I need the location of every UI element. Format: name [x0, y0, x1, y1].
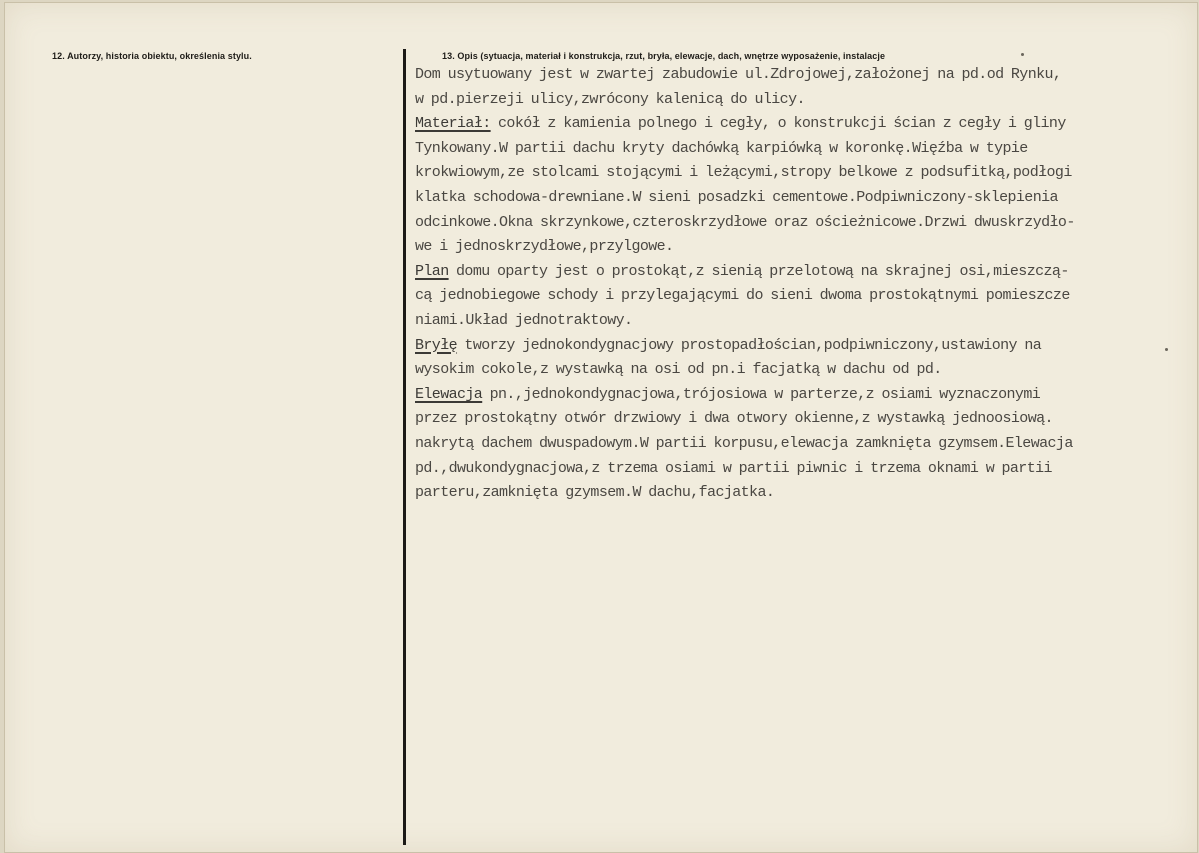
section-label: Materiał: — [415, 115, 491, 133]
line-text: cokół z kamienia polnego i cegły, o konstrukcji ścian z cegły i gliny — [490, 115, 1066, 133]
column-divider — [403, 49, 406, 845]
line-text: cą jednobiegowe schody i przylegającymi do sieni dwoma prostokątnymi pomieszcze — [415, 287, 1070, 305]
line-text: niami.Układ jednotraktowy. — [415, 311, 633, 329]
description-line — [415, 235, 1199, 260]
description-line — [415, 432, 1199, 457]
description-line — [415, 383, 1199, 408]
section-label: Elewacja — [415, 385, 483, 403]
form-sheet — [4, 2, 1198, 853]
line-text: nakrytą dachem dwuspadowym.W partii korpusu,elewacja zamknięta gzymsem.Elewacja — [415, 434, 1073, 452]
line-text: Dom usytuowany jest w zwartej zabudowie ul.Zdrojowej,założonej na pd.od Rynku, — [415, 66, 1062, 83]
description-line — [415, 63, 1199, 88]
description-line — [415, 112, 1199, 137]
line-text: krokwiowym,ze stolcami stojącymi i leżącymi,stropy belkowe z podsufitką,podłogi — [415, 164, 1072, 182]
description-line — [415, 260, 1199, 285]
line-text: wysokim cokole,z wystawką na osi od pn.i facjatką w dachu od pd. — [415, 361, 942, 379]
line-text: pn.,jednokondygnacjowa,trójosiowa w parterze,z osiami wyznaczonymi — [482, 385, 1041, 403]
line-text: klatka schodowa-drewniane.W sieni posadzki cementowe.Podpiwniczony-sklepienia — [415, 188, 1058, 206]
description-line — [415, 161, 1199, 186]
description-line — [415, 358, 1199, 383]
line-text: domu oparty jest o prostokąt,z sienią przelotową na skrajnej osi,mieszczą- — [448, 262, 1069, 280]
description-line — [415, 457, 1199, 482]
description-line — [415, 186, 1199, 211]
line-text: przez prostokątny otwór drzwiowy i dwa otwory okienne,z wystawką jednoosiową. — [415, 410, 1053, 428]
description-text — [415, 63, 1199, 506]
description-line — [415, 137, 1199, 162]
field-13-header: 13. Opis (sytuacja, materiał i konstrukcja, rzut, bryła, elewacje, dach, wnętrze wyposażenie, instalacje — [442, 51, 886, 61]
ink-dot — [1165, 348, 1168, 351]
description-line — [415, 309, 1199, 334]
section-label: Bryłę — [415, 336, 458, 354]
section-label: Plan — [415, 262, 449, 280]
line-text: w pd.pierzeji ulicy,zwrócony kalenicą do ulicy. — [415, 90, 805, 108]
description-line — [415, 211, 1199, 236]
line-text: we i jednoskrzydłowe,przylgowe. — [415, 238, 674, 256]
line-text: tworzy jednokondygnacjowy prostopadłościan,podpiwniczony,ustawiony na — [457, 336, 1042, 354]
description-line — [415, 88, 1199, 113]
description-line — [415, 407, 1199, 432]
line-text: parteru,zamknięta gzymsem.W dachu,facjatka. — [415, 484, 775, 502]
ink-dot — [1021, 53, 1024, 56]
line-text: Tynkowany.W partii dachu kryty dachówką karpiówką w koronkę.Więźba w typie — [415, 139, 1028, 157]
line-text: pd.,dwukondygnacjowa,z trzema osiami w partii piwnic i trzema oknami w partii — [415, 459, 1052, 477]
description-line — [415, 284, 1199, 309]
description-line — [415, 334, 1199, 359]
line-text: odcinkowe.Okna skrzynkowe,czteroskrzydłowe oraz ościeżnicowe.Drzwi dwuskrzydło- — [415, 213, 1075, 231]
description-line — [415, 481, 1199, 506]
field-12-header: 12. Autorzy, historia obiektu, określenia stylu. — [52, 51, 252, 61]
